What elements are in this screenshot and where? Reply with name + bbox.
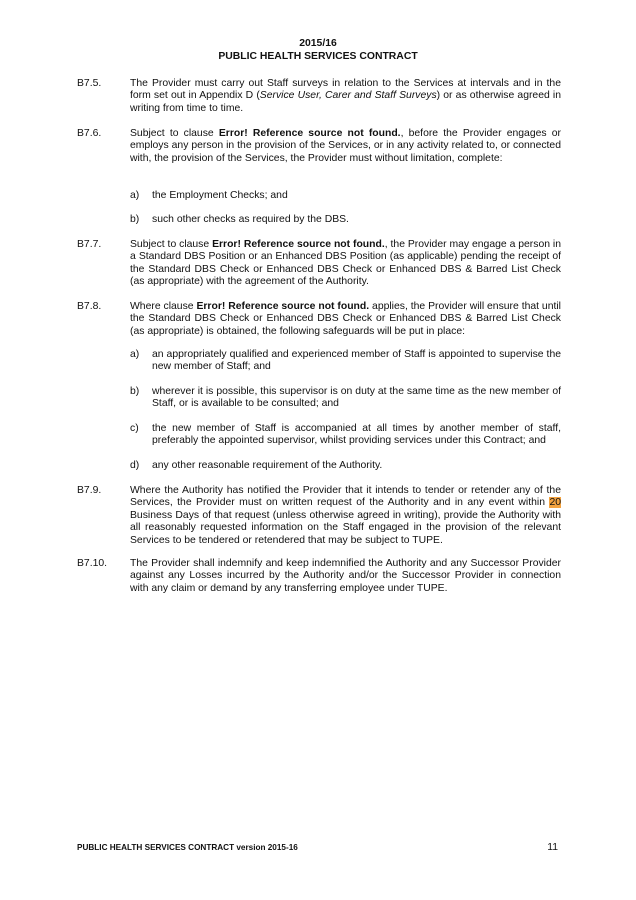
clause-text: , the Provider may engage a person in a Standard DBS Position or an Enhanced DBS Position (as applicable) pending the receipt of the Standard DBS Check or Enhanced DBS Check or Enhanced DBS & Barred List Check (as appropriate) with the agreement of the Authority. [130, 239, 561, 288]
list-label: a) [130, 190, 140, 201]
list-item [130, 386, 561, 411]
footer-text: PUBLIC HEALTH SERVICES CONTRACT version 2015-16 [77, 843, 298, 852]
list-label: d) [130, 460, 140, 471]
clause-text: ) or as otherwise agreed in writing from time to time. [130, 90, 561, 114]
clause-number: B7.6. [77, 128, 102, 139]
list-text: an appropriately qualified and experienced member of Staff is appointed to supervise the new member of Staff; and [152, 349, 561, 373]
clause-number: B7.5. [77, 78, 102, 89]
list-text: the new member of Staff is accompanied at all times by another member of staff, preferably the appointed supervisor, whilst providing services under this Contract; and [152, 423, 561, 447]
clause-b7-10 [77, 558, 561, 595]
list-text: the Employment Checks; and [152, 190, 288, 201]
clause-italic-ref: Service User, Carer and Staff Surveys [259, 90, 437, 102]
clause-number: B7.9. [77, 485, 102, 496]
clause-b7-9 [77, 485, 561, 547]
clause-text: Subject to clause [130, 239, 213, 250]
list-text: wherever it is possible, this supervisor is on duty at the same time as the new member of Staff, or is available to be consulted; and [152, 386, 561, 410]
clause-body [130, 558, 561, 595]
document-header [0, 38, 636, 63]
clause-body [130, 485, 561, 547]
clause-b7-6 [77, 128, 561, 165]
clause-body [130, 301, 561, 338]
clause-text: The Provider must carry out Staff surveys in relation to the Services at intervals and in the form set out in Appendix D ( [130, 78, 561, 102]
clause-text: Business Days of that request (unless otherwise agreed in writing), provide the Authority with all reasonably requested information on the Staff engaged in the provision of the relevant Services to be tendered or retendered that may be subject to TUPE. [130, 509, 561, 546]
list-item [130, 214, 561, 226]
list-text: such other checks as required by the DBS. [152, 214, 349, 225]
header-year: 2015/16 [299, 38, 337, 49]
list-item [130, 423, 561, 448]
list-label: a) [130, 349, 140, 360]
broken-reference: Error! Reference source not found. [212, 239, 385, 250]
clause-body [130, 239, 561, 289]
clause-number: B7.7. [77, 239, 102, 250]
list-text: any other reasonable requirement of the Authority. [152, 460, 383, 471]
clause-number: B7.10. [77, 558, 108, 569]
clause-b7-5 [77, 78, 561, 115]
clause-body [130, 78, 561, 115]
broken-reference: Error! Reference source not found. [218, 128, 401, 139]
clause-text: The Provider shall indemnify and keep indemnified the Authority and any Successor Provider against any Losses incurred by the Authority and/or the Successor Provider in connection with any claim or demand by any transferring employee under TUPE. [130, 558, 561, 594]
clause-number: B7.8. [77, 301, 102, 312]
list-item [130, 460, 561, 472]
clause-b7-7 [77, 239, 561, 289]
list-label: b) [130, 386, 140, 397]
list-label: c) [130, 423, 139, 434]
clause-text: , before the Provider engages or employs any person in the provision of the Services, or in any activity related to, or connected with, the provision of the Services, the Provider must without limitation, complete: [130, 128, 561, 164]
clause-text: Subject to clause [130, 128, 219, 139]
list-label: b) [130, 214, 140, 225]
header-title: PUBLIC HEALTH SERVICES CONTRACT [218, 50, 418, 62]
list-item [130, 349, 561, 374]
clause-text: applies, the Provider will ensure that until the Standard DBS Check or Enhanced DBS Check or Enhanced DBS & Barred List Check (as appropriate) is obtained, the following safeguards will be put in place: [130, 301, 561, 337]
clause-text: Where clause [130, 301, 197, 312]
clause-text: Where the Authority has notified the Provider that it intends to tender or retender any of the Services, the Provider must on written request of the Authority and in any event within [130, 485, 561, 509]
list-item [130, 190, 561, 202]
clause-body [130, 128, 561, 165]
highlighted-value: 20 [549, 497, 561, 509]
clause-b7-8 [77, 301, 561, 338]
broken-reference: Error! Reference source not found. [196, 301, 370, 312]
page-number: 11 [547, 842, 558, 853]
